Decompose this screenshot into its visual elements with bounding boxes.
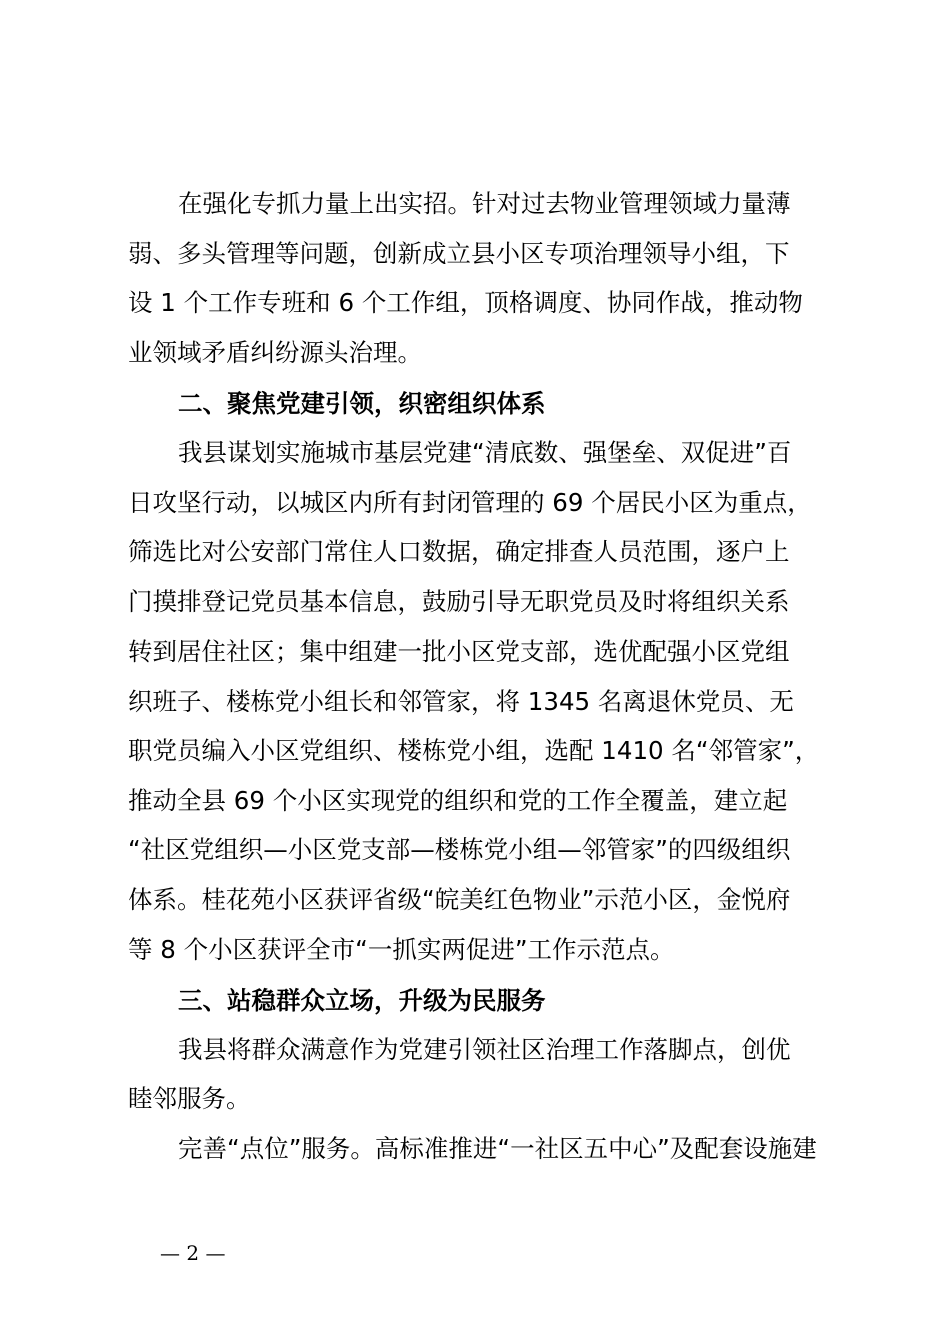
section-heading: 三、站稳群众立场，升级为民服务 xyxy=(178,986,546,1015)
paragraph-line: 完善“点位”服务。高标准推进“一社区五中心”及配套设施建 xyxy=(178,1134,817,1163)
paragraph-line: “社区党组织—小区党支部—楼栋党小组—邻管家”的四级组织 xyxy=(128,835,791,864)
paragraph-line: 弱、多头管理等问题，创新成立县小区专项治理领导小组，下 xyxy=(128,239,790,268)
paragraph-line: 体系。桂花苑小区获评省级“皖美红色物业”示范小区，金悦府 xyxy=(128,885,791,914)
paragraph-line: 筛选比对公安部门常住人口数据，确定排查人员范围，逐户上 xyxy=(128,537,790,566)
paragraph-line: 业领域矛盾纠纷源头治理。 xyxy=(128,338,422,367)
paragraph-line: 推动全县 69 个小区实现党的组织和党的工作全覆盖，建立起 xyxy=(128,786,788,815)
paragraph-line: 在强化专抓力量上出实招。针对过去物业管理领域力量薄 xyxy=(178,189,791,218)
paragraph-line: 我县将群众满意作为党建引领社区治理工作落脚点，创优 xyxy=(178,1035,791,1064)
paragraph-line: 织班子、楼栋党小组长和邻管家，将 1345 名离退休党员、无 xyxy=(128,687,794,716)
paragraph-line: 等 8 个小区获评全市“一抓实两促进”工作示范点。 xyxy=(128,935,675,964)
paragraph-line: 门摸排登记党员基本信息，鼓励引导无职党员及时将组织关系 xyxy=(128,587,790,616)
paragraph-line: 职党员编入小区党组织、楼栋党小组，选配 1410 名“邻管家”， xyxy=(128,736,820,765)
paragraph-line: 睦邻服务。 xyxy=(128,1084,251,1113)
paragraph-line: 设 1 个工作专班和 6 个工作组，顶格调度、协同作战，推动物 xyxy=(128,288,803,317)
paragraph-line: 日攻坚行动，以城区内所有封闭管理的 69 个居民小区为重点， xyxy=(128,488,812,517)
paragraph-line: 转到居住社区；集中组建一批小区党支部，选优配强小区党组 xyxy=(128,637,790,666)
page-number: — 2 — xyxy=(160,1241,226,1265)
paragraph-line: 我县谋划实施城市基层党建“清底数、强堡垒、双促进”百 xyxy=(178,438,792,467)
section-heading: 二、聚焦党建引领，织密组织体系 xyxy=(178,389,546,418)
